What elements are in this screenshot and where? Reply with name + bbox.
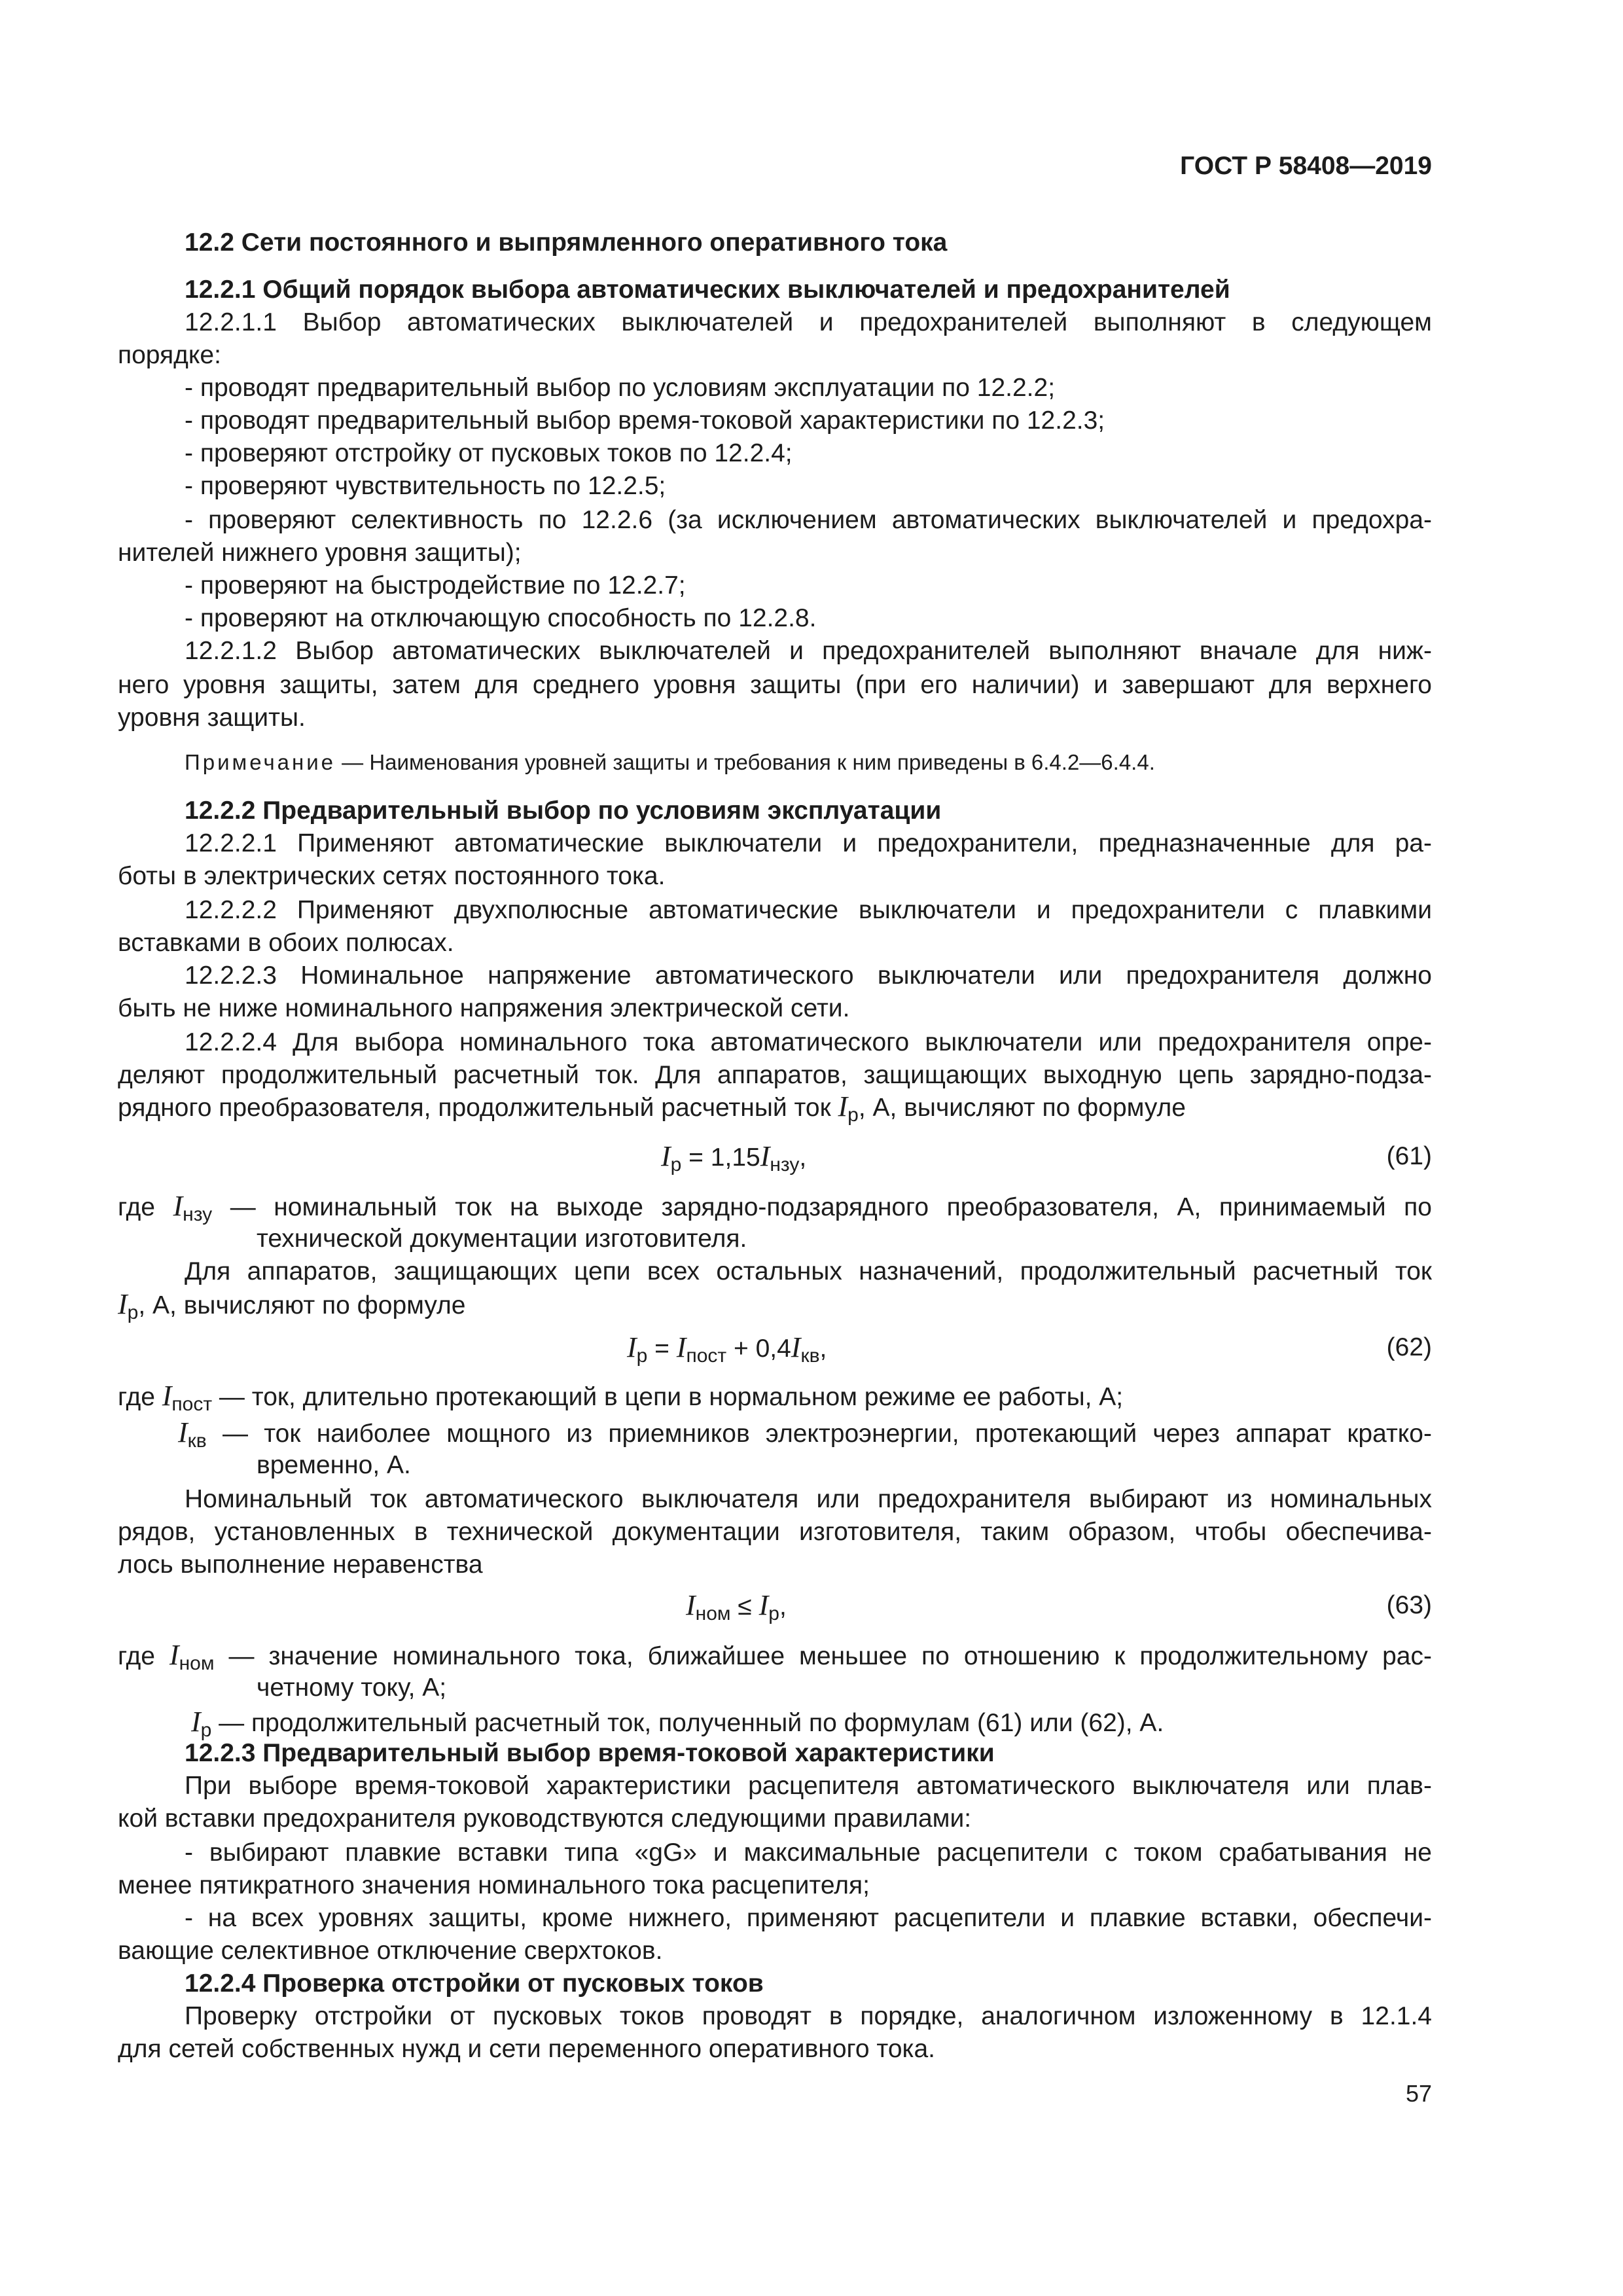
equation-number-63: (63) <box>1386 1591 1432 1619</box>
paragraph-line: Проверку отстройки от пусковых токов проводят в порядке, аналогичном изложенному в 12.1.4 <box>185 2002 1432 2030</box>
note-label: Примечание <box>185 750 336 774</box>
page-number: 57 <box>1405 2080 1432 2107</box>
section-heading-12-2-3: 12.2.3 Предварительный выбор время-токовой характеристики <box>185 1739 995 1767</box>
paragraph-line: Для аппаратов, защищающих цепи всех остальных назначений, продолжительный расчетный ток <box>185 1257 1432 1285</box>
list-item: - проверяют на быстродействие по 12.2.7; <box>185 571 686 600</box>
equation-62: $I_р = I_{пост} + 0,4I_{кв}$, <box>627 1331 827 1367</box>
list-item: - проверяют отстройку от пусковых токов по 12.2.4; <box>185 439 793 467</box>
where-clause-continuation: технической документации изготовителя. <box>257 1225 747 1253</box>
paragraph-line: 12.2.2.3 Номинальное напряжение автоматического выключатели или предохранителя должно <box>185 961 1432 990</box>
where-clause: где $I_{ном}$ — значение номинального тока, ближайшее меньшее по отношению к продолжительному рас- <box>118 1639 1432 1674</box>
list-item: - проверяют селективность по 12.2.6 (за исключением автоматических выключателей и предохра- <box>185 506 1432 534</box>
where-clause: $I_р$ — продолжительный расчетный ток, полученный по формулам (61) или (62), А. <box>191 1706 1164 1741</box>
paragraph-line: боты в электрических сетях постоянного тока. <box>118 862 666 890</box>
list-item: - проверяют на отключающую способность по 12.2.8. <box>185 604 817 632</box>
paragraph-line: вставками в обоих полюсах. <box>118 929 454 957</box>
list-item: - проводят предварительный выбор время-токовой характеристики по 12.2.3; <box>185 406 1105 435</box>
paragraph-line: рядов, установленных в технической документации изготовителя, таким образом, чтобы обеспечива- <box>118 1518 1432 1546</box>
note-text: — Наименования уровней защиты и требования к ним приведены в 6.4.2—6.4.4. <box>336 750 1155 774</box>
paragraph-line: уровня защиты. <box>118 704 306 732</box>
paragraph-line: 12.2.2.2 Применяют двухполюсные автоматические выключатели и предохранители с плавкими <box>185 896 1432 924</box>
list-item-continuation: вающие селективное отключение сверхтоков. <box>118 1937 663 1965</box>
paragraph-line: $I_р$, А, вычисляют по формуле <box>118 1288 466 1323</box>
list-item: - проверяют чувствительность по 12.2.5; <box>185 472 666 500</box>
paragraph-line: 12.2.1.1 Выбор автоматических выключателей и предохранителей выполняют в следующем <box>185 308 1432 336</box>
where-clause: $I_{кв}$ — ток наиболее мощного из приемников электроэнергии, протекающий через аппарат кратко- <box>178 1416 1432 1452</box>
paragraph-line: 12.2.1.2 Выбор автоматических выключателей и предохранителей выполняют вначале для ниж- <box>185 637 1432 665</box>
paragraph-line: кой вставки предохранителя руководствуются следующими правилами: <box>118 1804 972 1833</box>
list-item-continuation: нителей нижнего уровня защиты); <box>118 539 522 567</box>
paragraph-line: деляют продолжительный расчетный ток. Для аппаратов, защищающих выходную цепь зарядно-подза- <box>118 1061 1432 1089</box>
list-item-continuation: менее пятикратного значения номинального тока расцепителя; <box>118 1871 870 1899</box>
where-clause: где $I_{пост}$ — ток, длительно протекающий в цепи в нормальном режиме ее работы, А; <box>118 1380 1124 1415</box>
list-item: - на всех уровнях защиты, кроме нижнего, применяют расцепители и плавкие вставки, обеспечи- <box>185 1904 1432 1932</box>
where-clause-continuation: временно, А. <box>257 1451 411 1479</box>
section-heading-12-2: 12.2 Сети постоянного и выпрямленного оперативного тока <box>185 228 948 257</box>
paragraph-line: для сетей собственных нужд и сети переменного оперативного тока. <box>118 2035 935 2063</box>
equation-number-62: (62) <box>1386 1333 1432 1361</box>
equation-61: $I_р = 1,15I_{нзу}$, <box>661 1140 807 1175</box>
list-item: - проводят предварительный выбор по условиям эксплуатации по 12.2.2; <box>185 374 1056 402</box>
paragraph-line: лось выполнение неравенства <box>118 1551 483 1579</box>
section-heading-12-2-4: 12.2.4 Проверка отстройки от пусковых токов <box>185 1969 764 1998</box>
paragraph-line: рядного преобразователя, продолжительный расчетный ток $I_р$, А, вычисляют по формуле <box>118 1090 1186 1126</box>
equation-63: $I_{ном} \le I_р$, <box>686 1589 787 1624</box>
where-clause-continuation: четному току, А; <box>257 1674 447 1702</box>
paragraph-line: Номинальный ток автоматического выключателя или предохранителя выбирают из номинальных <box>185 1485 1432 1513</box>
paragraph-line: быть не ниже номинального напряжения электрической сети. <box>118 994 850 1022</box>
list-item: - выбирают плавкие вставки типа «gG» и максимальные расцепители с током срабатывания не <box>185 1839 1432 1867</box>
paragraph-line: него уровня защиты, затем для среднего уровня защиты (при его наличии) и завершают для верхнего <box>118 671 1432 699</box>
equation-number-61: (61) <box>1386 1142 1432 1170</box>
paragraph-line: 12.2.2.4 Для выбора номинального тока автоматического выключатели или предохранителя опре- <box>185 1028 1432 1056</box>
paragraph-line: 12.2.2.1 Применяют автоматические выключатели и предохранители, предназначенные для ра- <box>185 829 1432 857</box>
document-number: ГОСТ Р 58408—2019 <box>1180 152 1432 180</box>
note <box>185 747 1155 778</box>
section-heading-12-2-2: 12.2.2 Предварительный выбор по условиям эксплуатации <box>185 797 942 825</box>
paragraph-line: При выборе время-токовой характеристики расцепителя автоматического выключателя или плав- <box>185 1772 1432 1800</box>
section-heading-12-2-1: 12.2.1 Общий порядок выбора автоматических выключателей и предохранителей <box>185 276 1230 304</box>
paragraph-line: порядке: <box>118 341 221 369</box>
where-clause: где $I_{нзу}$ — номинальный ток на выходе зарядно-подзарядного преобразователя, А, принимаемый по <box>118 1190 1432 1225</box>
